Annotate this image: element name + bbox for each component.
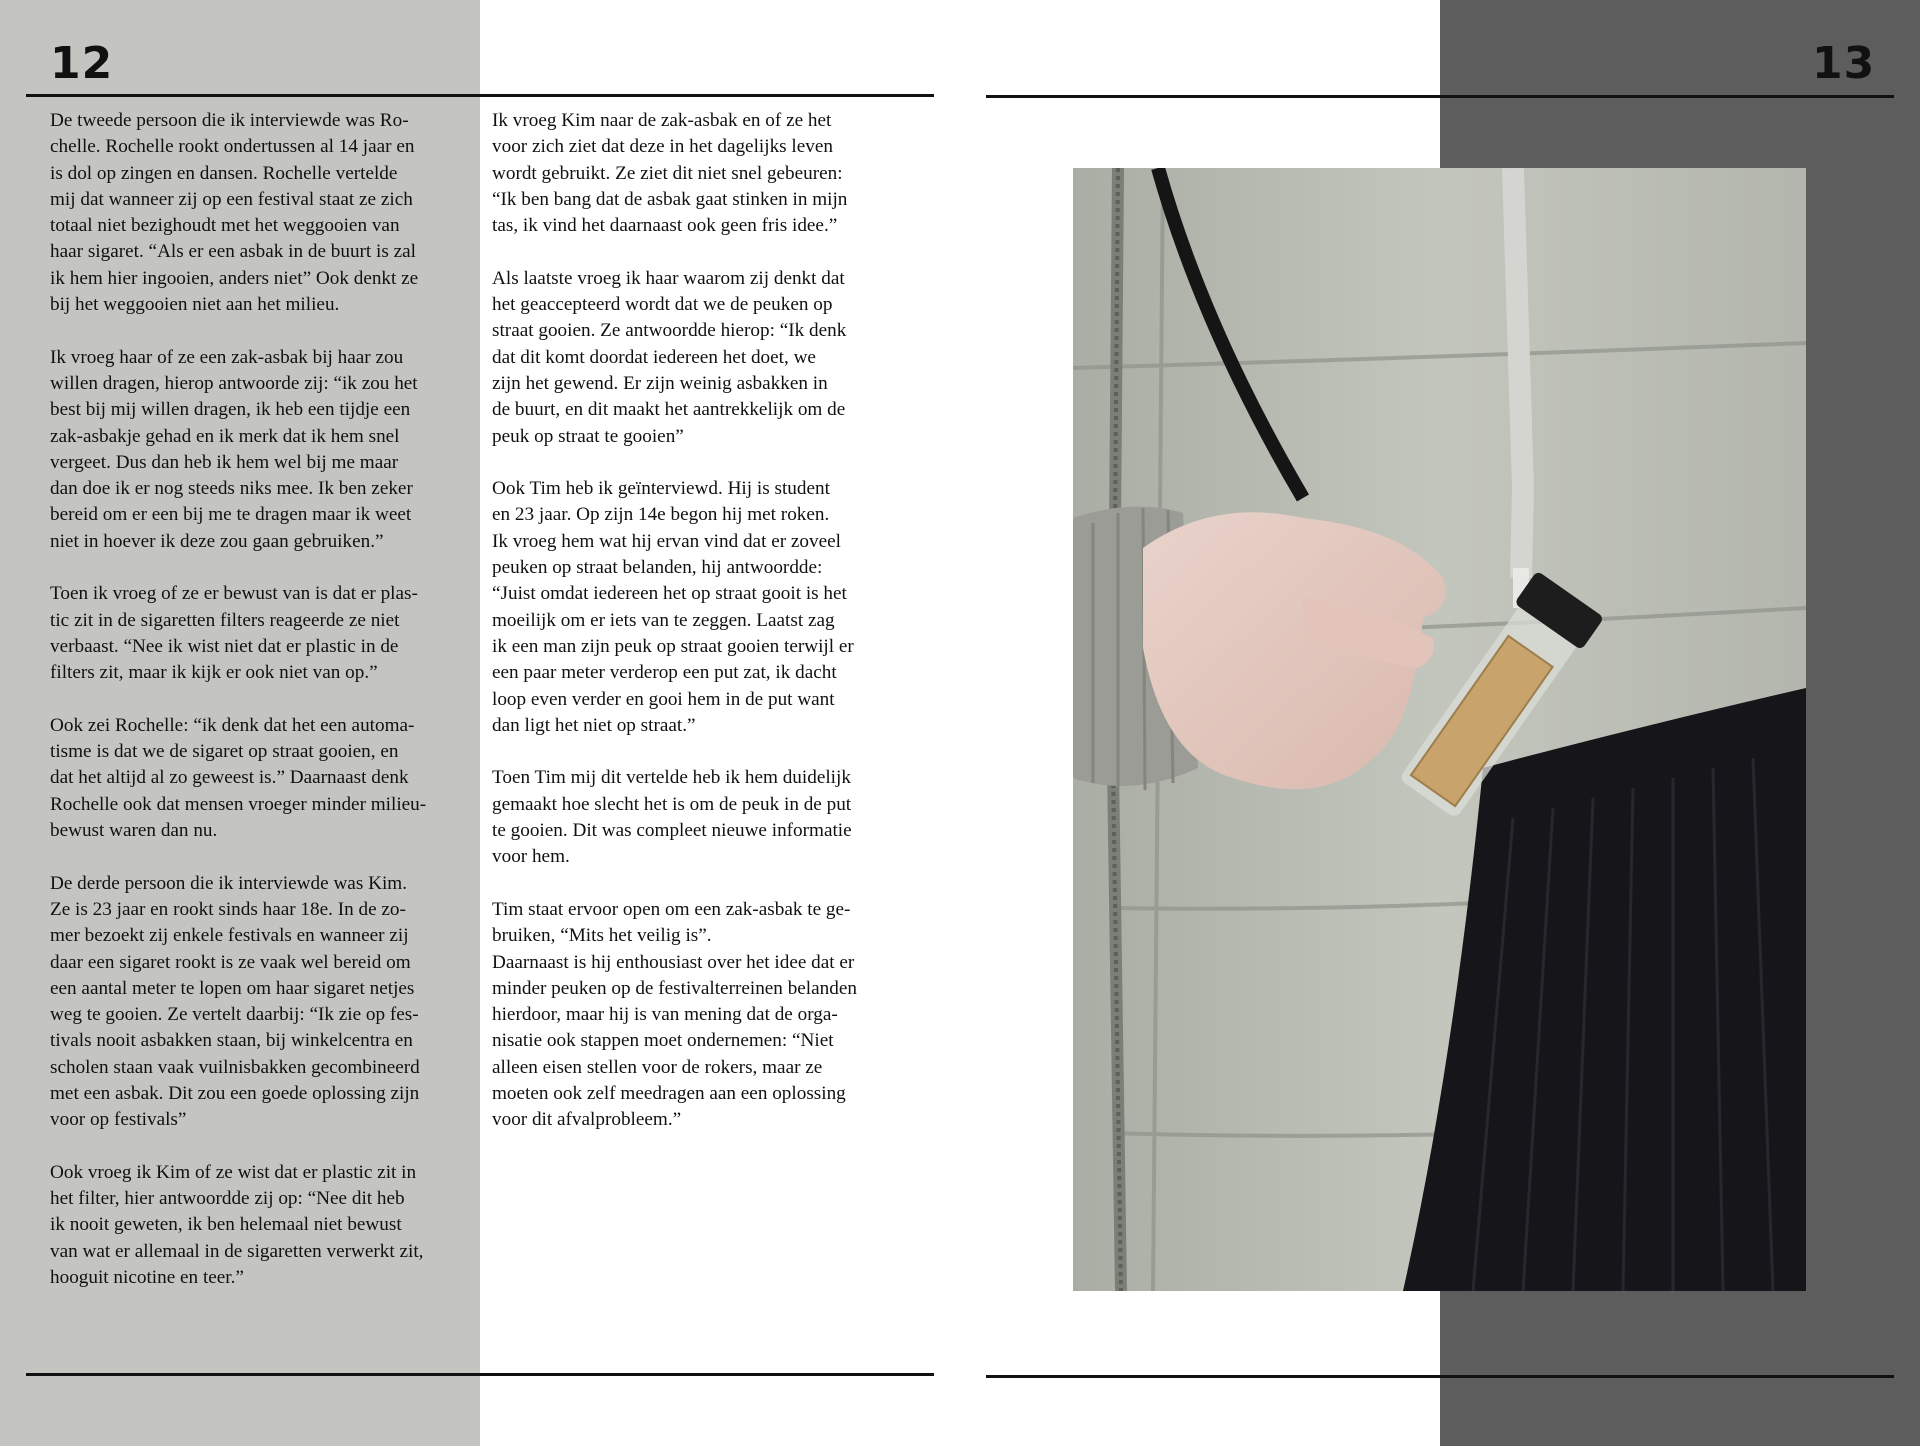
bottom-rule-right	[986, 1375, 1894, 1378]
paragraph: Toen ik vroeg of ze er bewust van is dat er plas- tic zit in de sigaretten filters reageerde ze niet verbaast. “Nee ik wist niet dat er plastic in de filters zit, maar ik kijk er ook niet van op.”	[50, 583, 418, 684]
top-rule-right	[986, 95, 1894, 98]
page-number-left: 12	[50, 38, 114, 89]
paragraph: Ook Tim heb ik geïnterviewd. Hij is student en 23 jaar. Op zijn 14e begon hij met roken. Ik vroeg hem wat hij ervan vind dat er zoveel peuken op straat belanden, hij antwoordde: “Juist omdat iedereen het op straat gooit is het moeilijk om er iets van te zeggen. Laatst zag ik een man zijn peuk op straat gooien terwijl er een paar meter verderop een put zat, ik dacht loop even verder en gooi hem in de put want dan ligt het niet op straat.”	[492, 478, 854, 736]
paragraph: Ik vroeg haar of ze een zak-asbak bij haar zou willen dragen, hierop antwoorde zij: “ik zou het best bij mij willen dragen, ik heb een tijdje een zak-asbakje gehad en ik merk dat ik hem snel vergeet. Dus dan heb ik hem wel bij me maar dan doe ik er nog steeds niks mee. Ik ben zeker bereid om er een bij me te dragen maar ik weet niet in hoever ik deze zou gaan gebruiken.”	[50, 346, 418, 552]
paragraph: Als laatste vroeg ik haar waarom zij denkt dat het geaccepteerd wordt dat we de peuken op straat gooien. Ze antwoordde hierop: “Ik denk dat dit komt doordat iedereen het doet, we zijn het gewend. Er zijn weinig asbakken in de buurt, en dit maakt het aantrekkelijk om de peuk op straat te gooien”	[492, 267, 847, 447]
top-rule-left	[26, 94, 934, 97]
paragraph: Ook zei Rochelle: “ik denk dat het een automa- tisme is dat we de sigaret op straat gooien, en dat het altijd al zo geweest is.” Daarnaast denk Rochelle ook dat mensen vroeger minder milieu- bewust waren dan nu.	[50, 714, 427, 842]
paragraph: Tim staat ervoor open om een zak-asbak te ge- bruiken, “Mits het veilig is”. Daarnaast is hij enthousiast over het idee dat er minder peuken op de festivalterreinen belanden hierdoor, maar hij is van mening dat de orga- nisatie ook stappen moet ondernemen: “Niet alleen eisen stellen voor de rokers, maar ze moeten ook zelf meedragen aan een oplossing voor dit afvalprobleem.”	[492, 898, 857, 1131]
text-column-right	[492, 108, 912, 1160]
paragraph: De derde persoon die ik interviewde was Kim. Ze is 23 jaar en rookt sinds haar 18e. In de zo- mer bezoekt zij enkele festivals en wanneer zij daar een sigaret rookt is ze vaak wel bereid om een aantal meter te lopen om haar sigaret netjes weg te gooien. Ze vertelt daarbij: “Ik zie op fes- tivals nooit asbakken staan, bij winkelcentra en scholen staan vaak vuilnisbakken gecombineerd met een asbak. Dit zou een goede oplossing zijn voor op festivals”	[50, 872, 420, 1131]
page-number-right: 13	[1812, 38, 1876, 89]
text-column-left	[50, 108, 480, 1318]
photo-jacket-pocket-ashtray	[1073, 168, 1806, 1291]
paragraph: Ik vroeg Kim naar de zak-asbak en of ze het voor zich ziet dat deze in het dagelijks leven wordt gebruikt. Ze ziet dit niet snel gebeuren: “Ik ben bang dat de asbak gaat stinken in mijn tas, ik vind het daarnaast ook geen fris idee.”	[492, 110, 848, 237]
bottom-rule-left	[26, 1373, 934, 1376]
paragraph: De tweede persoon die ik interviewde was Ro- chelle. Rochelle rookt ondertussen al 14 jaar en is dol op zingen en dansen. Rochelle vertelde mij dat wanneer zij op een festival staat ze zich totaal niet bezighoudt met het weggooien van haar sigaret. “Als er een asbak in de buurt is zal ik hem hier ingooien, anders niet” Ook denkt ze bij het weggooien niet aan het milieu.	[50, 110, 419, 316]
paragraph: Toen Tim mij dit vertelde heb ik hem duidelijk gemaakt hoe slecht het is om de peuk in de put te gooien. Dit was compleet nieuwe informatie voor hem.	[492, 767, 852, 868]
paragraph: Ook vroeg ik Kim of ze wist dat er plastic zit in het filter, hier antwoordde zij op: “Nee dit heb ik nooit geweten, ik ben helemaal niet bewust van wat er allemaal in de sigaretten verwerkt zit, hooguit nicotine en teer.”	[50, 1161, 424, 1289]
